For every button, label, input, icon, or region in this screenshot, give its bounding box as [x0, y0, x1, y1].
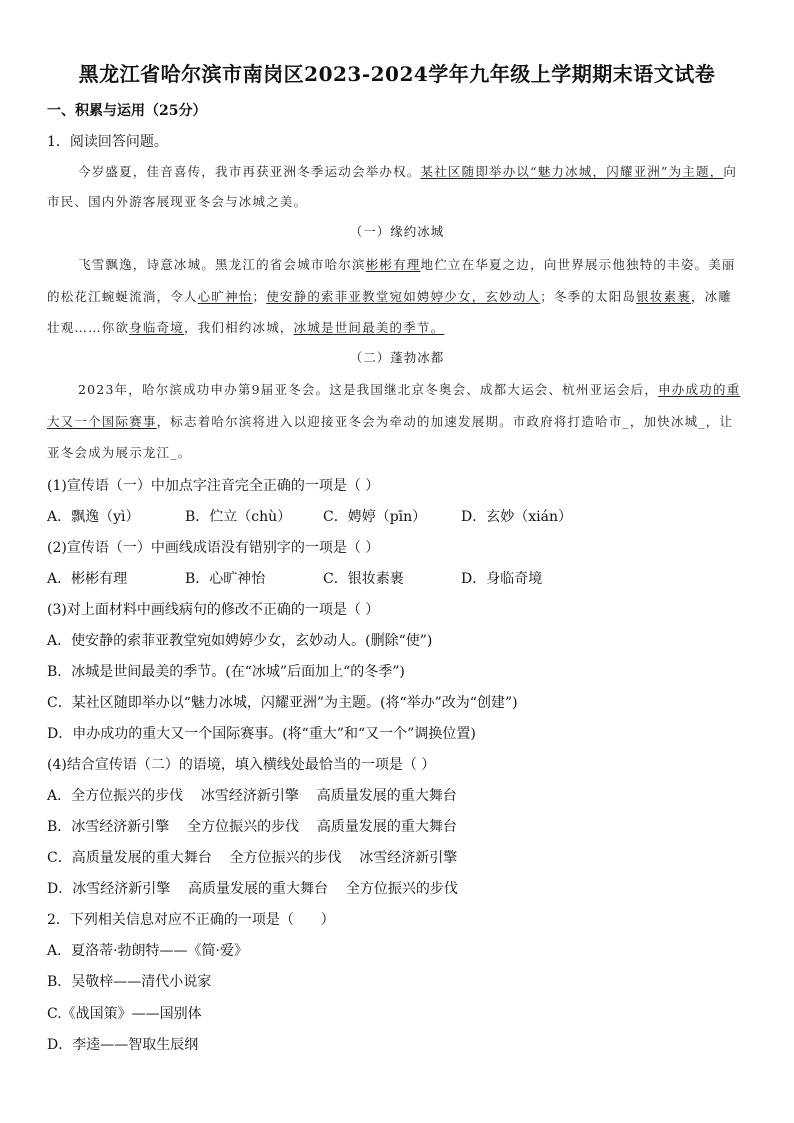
section-heading: 一、积累与运用（25分） — [47, 103, 207, 119]
intro-text: 向 — [723, 164, 738, 179]
intro-line-2: 市民、国内外游客展现亚冬会与冰城之美。 — [47, 194, 308, 209]
sub1-line-2 — [47, 287, 732, 305]
option-d[interactable]: D．申办成功的重大又一个国际赛事。(将“重大”和“又一个”调换位置) — [47, 726, 476, 742]
sentence-underlined: 使安静的索菲亚教堂宛如娉婷少女，玄妙动人 — [266, 289, 541, 304]
question-1-stem: 1．阅读回答问题。 — [47, 134, 168, 150]
sentence-underlined: 冰城是世间最美的季节。 — [293, 320, 445, 335]
option-b[interactable]: B．冰城是世间最美的季节。(在“冰城”后面加上“的冬季”) — [47, 664, 405, 680]
sentence-underlined: 申办成功的重 — [658, 382, 741, 397]
option-c[interactable]: C．某社区随即举办以“魅力冰城，闪耀亚洲”为主题。(将“举办”改为“创建”) — [47, 695, 518, 711]
subquestion-3-stem: (3)对上面材料中画线病句的修改不正确的一项是（ ） — [47, 602, 380, 618]
option-c[interactable]: C．银妆素裹 — [323, 571, 404, 587]
sub1-text: 地伫立在华夏之边，向世界展示他独特的丰姿。美丽 — [420, 257, 736, 272]
sub1-text: ，冰雕 — [690, 289, 733, 304]
sub1-text: ；冬季的太阳岛 — [540, 289, 637, 304]
subquestion-1-options — [47, 506, 572, 526]
subquestion-4-stem: (4)结合宣传语（二）的语境，填入横线处最恰当的一项是（ ） — [47, 757, 436, 773]
idiom-underlined: 银妆素裹 — [636, 289, 691, 304]
option-c[interactable]: C．娉婷（pīn） — [323, 509, 427, 525]
option-d[interactable]: D．身临奇境 — [461, 571, 543, 587]
option-c[interactable]: C．高质量发展的重大舞台 全方位振兴的步伐 冰雪经济新引擎 — [47, 850, 458, 866]
subquestion-2-options — [47, 568, 542, 588]
subquestion-1-stem: (1)宣传语（一）中加点字注音完全正确的一项是（ ） — [47, 478, 380, 494]
question-2-stem: 2．下列相关信息对应不正确的一项是（ ） — [47, 912, 335, 928]
option-a[interactable]: A．使安静的索菲亚教堂宛如娉婷少女，玄妙动人。(删除“使”) — [47, 633, 433, 649]
sub1-line-3 — [47, 318, 444, 336]
option-b[interactable]: B．心旷神怡 — [185, 571, 266, 587]
option-a[interactable]: A．全方位振兴的步伐 冰雪经济新引擎 高质量发展的重大舞台 — [47, 788, 457, 804]
option-b[interactable]: B．伫立（chù） — [185, 509, 292, 525]
option-d[interactable]: D．玄妙（xián） — [461, 509, 572, 525]
idiom-underlined: 心旷神怡 — [197, 289, 253, 304]
idiom-underlined: 身临奇境 — [129, 320, 185, 335]
sub2-text: 2023年，哈尔滨成功申办第9届亚冬会。这是我国继北京冬奥会、成都大运会、杭州亚运会后， — [78, 382, 659, 397]
subsection-2-title: （二）蓬勃冰都 — [349, 350, 445, 365]
subquestion-2-stem: (2)宣传语（一）中画线成语没有错别字的一项是（ ） — [47, 540, 380, 556]
option-b[interactable]: B．冰雪经济新引擎 全方位振兴的步伐 高质量发展的重大舞台 — [47, 819, 457, 835]
sub2-line-3: 亚冬会成为展示龙江_。 — [47, 445, 192, 460]
sub1-text: 的松花江蜿蜒流淌，令人 — [47, 289, 198, 304]
sub1-line-1 — [78, 255, 736, 273]
sub1-text: ； — [252, 289, 267, 304]
option-d[interactable]: D．冰雪经济新引擎 高质量发展的重大舞台 全方位振兴的步伐 — [47, 881, 458, 897]
option-a[interactable]: A．飘逸（yì） — [47, 509, 140, 525]
sentence-underlined: 大又一个国际赛事 — [47, 414, 157, 429]
intro-text: 今岁盛夏，佳音喜传，我市再获亚洲冬季运动会举办权。 — [78, 164, 421, 179]
intro-underlined-sentence: 某社区随即举办以“魅力冰城，闪耀亚洲”为主题， — [420, 164, 724, 179]
subsection-1-title: （一）缘约冰城 — [349, 224, 445, 239]
sub2-line-2 — [47, 412, 733, 430]
sub2-line-1 — [78, 380, 740, 398]
sub1-text: 飞雪飘逸，诗意冰城。黑龙江的省会城市哈尔滨 — [78, 257, 366, 272]
idiom-underlined: 彬彬有理 — [365, 257, 421, 272]
exam-title: 黑龙江省哈尔滨市南岗区2023-2024学年九年级上学期期末语文试卷 — [78, 62, 716, 86]
option-b[interactable]: B．吴敬梓——清代小说家 — [47, 974, 212, 990]
option-a[interactable]: A．彬彬有理 — [47, 571, 128, 587]
intro-line-1 — [78, 162, 737, 180]
sub1-text: 壮观……你欲 — [47, 320, 130, 335]
sub1-text: ，我们相约冰城， — [184, 320, 294, 335]
option-d[interactable]: D．李逵——智取生辰纲 — [47, 1037, 199, 1053]
option-a[interactable]: A．夏洛蒂·勃朗特——《简·爱》 — [47, 943, 249, 959]
option-c[interactable]: C.《战国策》——国别体 — [47, 1006, 202, 1022]
sub2-text: ，标志着哈尔滨将进入以迎接亚冬会为牵动的加速发展期。市政府将打造哈市_，加快冰城_，让 — [156, 414, 734, 429]
